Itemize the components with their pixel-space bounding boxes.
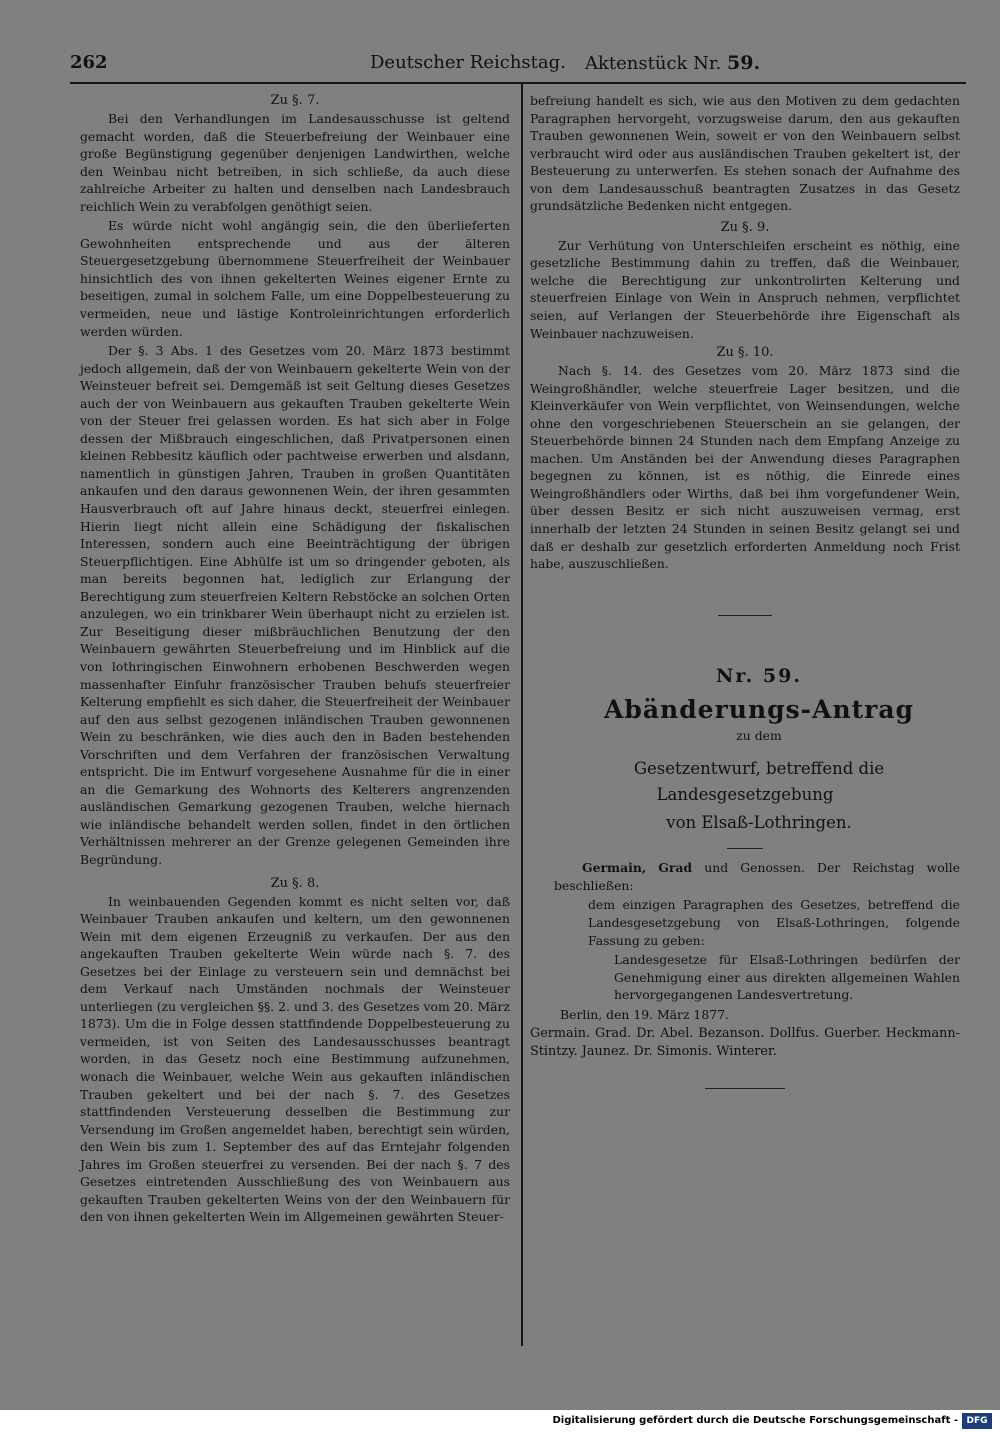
page-header <box>70 50 950 80</box>
paragraph-s7-2: Es würde nicht wohl angängig sein, die den überlieferten Gewohnheiten entsprechende und aus der älteren Steuergesetzgebung übernommene Steuerfreiheit der Weinbauer hinsichtlich des von ihnen gekelterten Weines eigener Ernte zu beseitigen, zumal in solchem Falle, um eine Doppelbesteuerung zu vermeiden, neue und lästige Kontroleinrichtungen erforderlich werden würden. <box>80 218 510 339</box>
dateline: Berlin, den 19. März 1877. <box>560 1006 729 1022</box>
bill-title-line-2: von Elsaß-Lothringen. <box>666 813 852 833</box>
document-kind: Abänderungs-Antrag <box>603 695 915 725</box>
paragraph-s8-continued: befreiung handelt es sich, wie aus den Motiven zu dem gedachten Paragraphen hervorgeht, vorzugsweise darum, den aus gekauften Trauben gewonnenen Wein, soweit er von den Weinbauern selbst verbraucht wird oder aus ausländischen Trauben gekeltert ist, der Besteuerung zu unterwerfen. Es stehen sonach der Aufnahme des von dem Landesausschuß beantragten Zusatzes in das Gesetz grundsätzliche Bedenken nicht entgegen. <box>530 93 960 214</box>
digitization-credit: Digitalisierung gefördert durch die Deutsche Forschungsgemeinschaft - <box>552 1415 958 1426</box>
left-column <box>80 92 510 1228</box>
footer-bar <box>0 1410 1000 1432</box>
running-title: Deutscher Reichstag. <box>370 52 566 73</box>
proposal-text: und Genossen. Der Reichstag wolle beschließen: <box>554 860 960 893</box>
signatories: Germain. Grad. Dr. Abel. Bezanson. Dollfus. Guerber. Heckmann-Stintzy. Jaunez. Dr. Simonis. Winterer. <box>530 1026 960 1059</box>
paragraph-s7-3: Der §. 3 Abs. 1 des Gesetzes vom 20. März 1873 bestimmt jedoch allgemein, daß der von Weinbauern gekelterte Wein von der Weinsteuer befreit sei. Demgemäß ist seit Geltung dieses Gesetzes auch der von Weinbauern aus gekauften Trauben gekelterte Wein von der Steuer frei gelassen worden. Es hat sich aber in Folge dessen der Mißbrauch eingeschlichen, daß Privatpersonen einen kleinen Rebbesitz käuflich oder pachtweise erwerben und alsdann, namentlich in günstigen Jahren, Trauben in großen Quantitäten ankaufen und den daraus gewonnenen Wein, der ihren gesammten Hausverbrauch oft auf Jahre hinaus deckt, steuerfrei einlegen. Hierin liegt nicht allein eine Schädigung der fiskalischen Interessen, sondern auch eine Beeinträchtigung der übrigen Steuerpflichtigen. Eine Abhülfe ist um so dringender geboten, als man bereits begonnen hat, lediglich zur Erlangung der Berechtigung zum steuerfreien Keltern Rebstöcke an solchen Orten anzulegen, wo ein trinkbarer Wein überhaupt nicht zu erzielen ist. Zur Beseitigung dieser mißbräuchlichen Benutzung der den Weinbauern gewährten Steuerbefreiung und im Hinblick auf die von lothringischen Einwohnern erhobenen Beschwerden wegen massenhafter Einfuhr französischer Trauben behufs steuerfreier Kelterung empfiehlt es sich daher, die Steuerfreiheit der Weinbauer auf den aus selbst gezogenen inländischen Trauben gewonnenen Wein zu beschränken, wie dies auch den in Baden bestehenden Vorschriften und dem Verfahren der französischen Verwaltung entspricht. Die im Entwurf vorgesehene Ausnahme für die in einer an die Gemarkung des Wohnorts des Kelterers angrenzenden ausländischen Gemarkung gezogenen Trauben, welche hiernach wie inländische behandelt werden sollen, findet in den örtlichen Verhältnissen mehrerer an der Grenze gelegenen Gemeinden ihre Begründung. <box>80 343 510 867</box>
paragraph-s9-1: Zur Verhütung von Unterschleifen erscheint es nöthig, eine gesetzliche Bestimmung dahin zu treffen, daß die Weinbauer, welche die Berechtigung zur unkontrolirten Kelterung und steuerfreien Einlage von Wein in Anspruch nehmen, verpflichtet seien, auf Verlangen der Steuerbehörde ihre Eigenschaft als Weinbauer nachzuweisen. <box>530 237 960 341</box>
dfg-logo: DFG <box>962 1413 992 1429</box>
bill-title-line-1: Gesetzentwurf, betreffend die Landesgesetzgebung <box>633 759 885 805</box>
proposer-grad: Grad <box>658 860 693 876</box>
paragraph-s10-1: Nach §. 14. des Gesetzes vom 20. März 1873 sind die Weingroßhändler, welche steuerfreie Lager besitzen, und die Kleinverkäufer von Wein verpflichtet, von Weinsendungen, welche ohne den vorgeschriebenen Steuerschein an sie gelangen, der Steuerbehörde binnen 24 Stunden nach dem Empfang Anzeige zu machen. Um Anständen bei der Anwendung dieses Paragraphen begegnen zu können, ist es nöthig, die Einrede eines Weingroßhändlers oder Wirths, daß bei ihm vorgefundener Wein, über dessen Besitz er sich nicht auszuweisen vermag, erst innerhalb der letzten 24 Stunden in seinen Besitz gelangt sei und daß er deshalb zur gesetzlich erforderten Anmeldung noch Frist habe, auszuschließen. <box>530 363 960 572</box>
end-rule <box>705 1088 785 1089</box>
amendment-quote: Landesgesetze für Elsaß-Lothringen bedürfen der Genehmigung einer aus direkten allgemeinen Wahlen hervorgegangenen Landesvertretung. <box>614 952 960 1003</box>
header-rule <box>70 82 966 84</box>
document-number: Nr. 59. <box>716 664 802 687</box>
column-divider <box>521 84 523 1346</box>
right-column <box>530 92 960 1089</box>
zu-dem: zu dem <box>736 727 782 743</box>
proposal <box>530 859 960 894</box>
section-heading-s9: Zu §. 9. <box>720 219 770 235</box>
amendment-text: dem einzigen Paragraphen des Gesetzes, betreffend die Landesgesetzgebung von Elsaß-Lothringen, folgende Fassung zu geben: <box>588 897 960 948</box>
section-heading-s10: Zu §. 10. <box>716 345 774 361</box>
section-heading-s7: Zu §. 7. <box>270 93 320 108</box>
paragraph-s8-1: In weinbauenden Gegenden kommt es nicht selten vor, daß Weinbauer Trauben ankaufen und keltern, um den gewonnenen Wein mit dem eigenen Erzeugniß zu verkaufen. Der aus den angekauften Trauben gekelterte Wein würde nach §. 7. des Gesetzes bei der Einlage zu versteuern sein und demnächst bei dem Verkauf nach Umständen nochmals der Weinsteuer unterliegen (zu vergleichen §§. 2. und 3. des Gesetzes vom 20. März 1873). Um die in Folge dessen stattfindende Doppelbesteuerung zu vermeiden, ist von Seiten des Landesausschusses beantragt worden, in das Gesetz noch eine Bestimmung aufzunehmen, wonach die Weinbauer, welche Wein aus gekauften inländischen Trauben gekeltert und bei der nach §. 7. des Gesetzes stattfindenden Versteuerung desselben die Bestimmung zur Versendung im Großen angemeldet haben, berechtigt sein würden, den Wein bis zum 1. September des auf das Erntejahr folgenden Jahres im Großen steuerfrei zu versenden. Bei der nach §. 7 des Gesetzes eintretenden Ausschließung des von Weinbauern aus gekauften Trauben gekelterten Weins von der den Weinbauern für den von ihnen gekelterten Wein im Allgemeinen gewährten Steuer- <box>80 893 510 1225</box>
proposer-germain: Germain, <box>582 860 647 876</box>
section-heading-s8: Zu §. 8. <box>270 875 320 891</box>
paragraph-s7-1: Bei den Verhandlungen im Landesausschusse ist geltend gemacht worden, daß die Steuerbefreiung der Weinbauer eine große Begünstigung gegenüber denjenigen Landwirthen, welche den Weinbau nicht betreiben, in sich schließe, da auch diese zahlreiche Arbeiter zu halten und denselben nach Landesbrauch reichlich Wein zu verabfolgen genöthigt seien. <box>80 111 510 214</box>
doc-ref-prefix: Aktenstück Nr. <box>585 53 722 74</box>
page-number: 262 <box>70 52 108 73</box>
document-reference <box>585 52 760 74</box>
doc-ref-number: 59. <box>727 52 761 74</box>
